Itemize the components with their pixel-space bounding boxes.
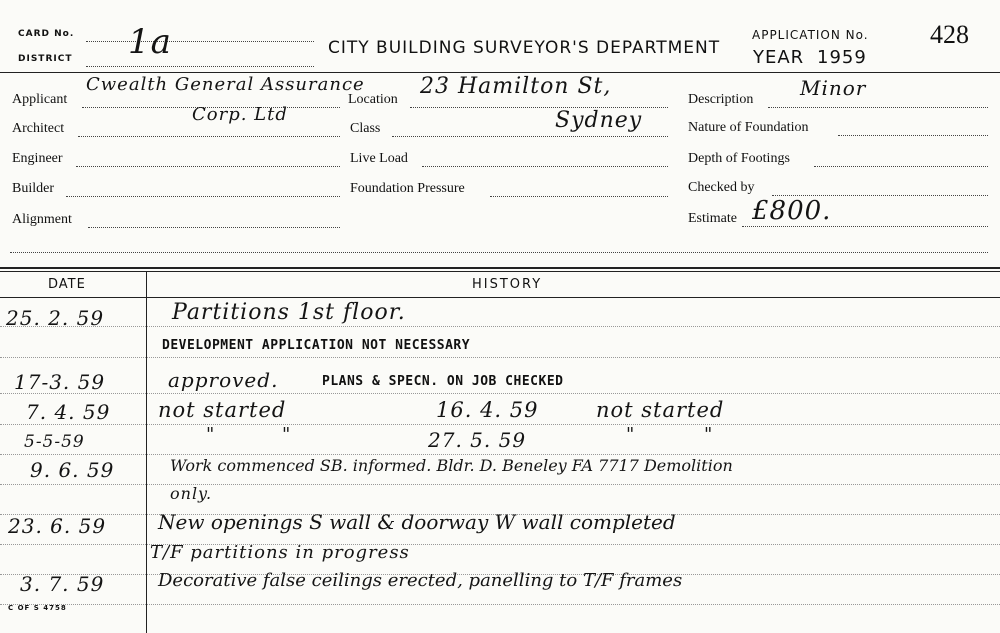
applicant-value-continued: Corp. Ltd xyxy=(192,104,288,125)
location-label: Location xyxy=(348,92,398,107)
year-label: YEAR xyxy=(753,47,805,68)
district-line xyxy=(86,66,314,67)
history-top-rule xyxy=(0,267,1000,269)
history-text: not started xyxy=(596,398,725,422)
history-date: 23. 6. 59 xyxy=(8,514,107,538)
history-text: " xyxy=(282,424,292,445)
architect-label: Architect xyxy=(12,121,65,136)
history-date: 25. 2. 59 xyxy=(6,306,105,330)
history-text: 16. 4. 59 xyxy=(436,398,539,422)
history-text: 27. 5. 59 xyxy=(428,428,527,452)
estimate-line xyxy=(742,226,988,227)
history-text: Work commenced SB. informed. Bldr. D. Beneley FA 7717 Demolition xyxy=(170,456,733,475)
nature-of-foundation-line xyxy=(838,135,988,136)
ruled-line xyxy=(0,357,1000,358)
nature-of-foundation-label: Nature of Foundation xyxy=(688,120,809,135)
history-text: not started xyxy=(158,398,287,422)
history-date: 17-3. 59 xyxy=(14,370,106,394)
history-text: approved. xyxy=(168,368,279,392)
history-header-rule xyxy=(0,297,1000,298)
history-text: New openings S wall & doorway W wall completed xyxy=(158,510,676,534)
header-rule xyxy=(0,72,1000,73)
live-load-line xyxy=(422,166,668,167)
history-text: " xyxy=(704,424,714,445)
class-value: Sydney xyxy=(555,108,643,133)
description-value: Minor xyxy=(800,76,867,100)
architect-line xyxy=(78,136,340,137)
ruled-line xyxy=(0,454,1000,455)
application-no-label: APPLICATION No. xyxy=(752,28,869,42)
ruled-line xyxy=(0,326,1000,327)
builder-label: Builder xyxy=(12,181,54,196)
card-no-line xyxy=(86,41,314,42)
depth-of-footings-label: Depth of Footings xyxy=(688,151,790,166)
ruled-line xyxy=(0,484,1000,485)
alignment-line xyxy=(88,227,340,228)
engineer-line xyxy=(76,166,340,167)
history-text: Decorative false ceilings erected, panelling to T/F frames xyxy=(158,570,683,591)
form-code: C OF S 4758 xyxy=(8,604,67,612)
history-date: 7. 4. 59 xyxy=(26,400,111,424)
history-date: 5-5-59 xyxy=(24,432,85,452)
engineer-label: Engineer xyxy=(12,151,63,166)
alignment-label: Alignment xyxy=(12,212,72,227)
applicant-label: Applicant xyxy=(12,92,68,107)
class-label: Class xyxy=(350,121,381,136)
district-label: DISTRICT xyxy=(18,54,73,64)
history-date: 9. 6. 59 xyxy=(30,458,115,482)
estimate-label: Estimate xyxy=(688,211,737,226)
history-top-rule-inner xyxy=(0,271,1000,272)
history-text: only. xyxy=(170,484,213,503)
date-header: DATE xyxy=(48,277,86,292)
builder-line xyxy=(66,196,340,197)
live-load-label: Live Load xyxy=(350,151,408,166)
district-value: 1a xyxy=(128,22,172,62)
checked-by-label: Checked by xyxy=(688,180,755,195)
foundation-pressure-line xyxy=(490,196,668,197)
application-no-value: 428 xyxy=(930,20,969,49)
class-line xyxy=(392,136,668,137)
history-text: " xyxy=(626,424,636,445)
description-line xyxy=(768,107,988,108)
history-stamp: DEVELOPMENT APPLICATION NOT NECESSARY xyxy=(162,338,471,353)
department-title: CITY BUILDING SURVEYOR'S DEPARTMENT xyxy=(328,38,721,58)
ruled-line xyxy=(0,424,1000,425)
history-text: " xyxy=(206,424,216,445)
history-text: Partitions 1st floor. xyxy=(172,300,406,325)
location-value: 23 Hamilton St, xyxy=(420,74,612,99)
ruled-line xyxy=(0,604,1000,605)
estimate-value: £800. xyxy=(752,196,832,226)
history-header: HISTORY xyxy=(472,277,543,292)
year-value: 1959 xyxy=(817,47,867,68)
history-date: 3. 7. 59 xyxy=(20,572,105,596)
description-label: Description xyxy=(688,92,754,107)
history-stamp: PLANS & SPECN. ON JOB CHECKED xyxy=(322,374,564,389)
applicant-value: Cwealth General Assurance xyxy=(86,74,365,95)
depth-of-footings-line xyxy=(814,166,988,167)
card-no-label: CARD No. xyxy=(18,29,75,39)
ruled-line xyxy=(0,393,1000,394)
foundation-pressure-label: Foundation Pressure xyxy=(350,181,465,196)
fields-bottom-line xyxy=(10,252,988,253)
history-text: T/F partitions in progress xyxy=(150,542,410,563)
